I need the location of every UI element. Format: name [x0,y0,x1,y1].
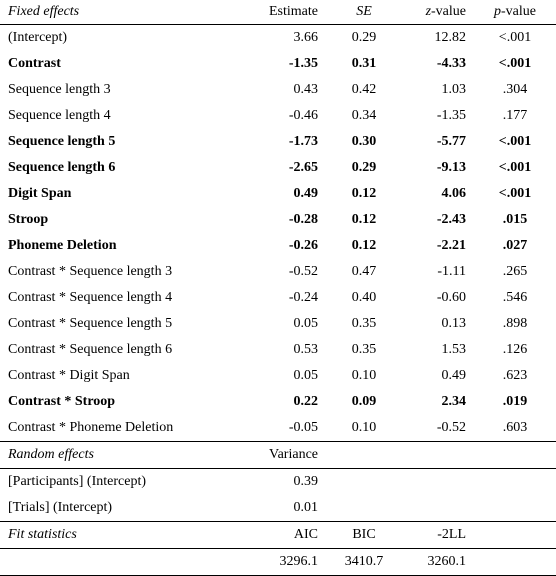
empty-cell [474,469,556,496]
aic-value: 3296.1 [260,549,326,576]
estimate-cell: 0.05 [293,316,318,331]
z-value-cell: 4.06 [441,186,466,201]
fixed-effect-row [0,285,556,311]
term-cell: Contrast * Sequence length 6 [8,342,173,357]
fixed-effect-row [0,363,556,389]
se-cell: 0.12 [351,186,377,201]
z-value-cell: -0.60 [436,290,466,305]
z-value-cell: 0.13 [441,316,466,331]
empty-cell [474,522,556,549]
random-effect-row [0,495,556,522]
estimate-cell: 0.49 [293,186,318,201]
fixed-effect-row [0,51,556,77]
variance-cell: 0.39 [293,474,318,489]
p-value-cell: <.001 [498,134,532,149]
z-value-cell: 1.03 [441,82,466,97]
empty-cell [474,442,556,469]
empty-cell [326,442,402,469]
bic-value: 3410.7 [326,549,402,576]
fixed-effect-row [0,415,556,442]
fixed-effect-row [0,103,556,129]
fit-statistics-heading: Fit statistics [0,522,260,549]
estimate-cell: -0.52 [288,264,318,279]
p-heading-rest: -value [501,4,536,19]
z-value-cell: -2.43 [436,212,466,227]
fixed-effect-row [0,259,556,285]
z-value-cell: 1.53 [441,342,466,357]
estimate-cell: 0.05 [293,368,318,383]
fit-statistics-header [0,522,556,549]
fixed-effects-header [0,0,556,25]
z-heading-rest: -value [431,4,466,19]
se-cell: 0.12 [351,238,377,253]
p-value-cell: .898 [502,316,528,331]
p-value-cell: .177 [502,108,528,123]
estimate-cell: 0.53 [293,342,318,357]
se-cell: 0.10 [351,368,377,383]
z-value-cell: -1.11 [437,264,466,279]
empty-cell [402,442,474,469]
fixed-effect-row [0,233,556,259]
empty-cell [326,495,402,522]
p-value-cell: <.001 [498,186,532,201]
z-value-cell: 2.34 [441,394,466,409]
estimate-cell: 3.66 [293,30,318,45]
bic-heading: BIC [326,522,402,549]
fixed-effect-row [0,155,556,181]
p-value-cell: .015 [502,212,528,227]
term-cell: Contrast [8,56,61,71]
se-heading: SE [326,0,402,25]
z-value-cell: -5.77 [436,134,466,149]
fixed-effect-row [0,337,556,363]
term-cell: Contrast * Digit Span [8,368,130,383]
estimate-cell: -2.65 [288,160,318,175]
p-value-cell: .304 [502,82,528,97]
fixed-effect-row [0,77,556,103]
ll-heading: -2LL [402,522,474,549]
p-value-cell: .019 [502,394,528,409]
se-cell: 0.09 [351,394,377,409]
term-cell: [Participants] (Intercept) [8,474,146,489]
z-value-heading [402,0,474,25]
fixed-effect-row [0,311,556,337]
empty-cell [402,495,474,522]
empty-cell [474,549,556,576]
estimate-cell: -0.24 [288,290,318,305]
term-cell: Phoneme Deletion [8,238,117,253]
random-effects-header [0,442,556,469]
estimate-cell: 0.22 [293,394,318,409]
fixed-effect-row [0,207,556,233]
term-cell: Sequence length 6 [8,160,116,175]
estimate-cell: -0.26 [288,238,318,253]
p-value-cell: <.001 [498,56,532,71]
z-value-cell: -2.21 [436,238,466,253]
p-heading-italic: p [494,4,501,19]
fit-statistics-row [0,549,556,576]
fixed-effects-heading: Fixed effects [0,0,260,25]
se-cell: 0.12 [351,212,377,227]
variance-heading: Variance [260,442,326,469]
empty-cell [474,495,556,522]
term-cell: Stroop [8,212,49,227]
fixed-effect-row [0,25,556,52]
se-cell: 0.29 [351,30,377,45]
fixed-effect-row [0,389,556,415]
random-effect-row [0,469,556,496]
se-cell: 0.31 [351,56,377,71]
se-cell: 0.35 [351,316,377,331]
ll-value: 3260.1 [402,549,474,576]
estimate-cell: -1.35 [288,56,318,71]
aic-heading: AIC [260,522,326,549]
z-value-cell: -9.13 [436,160,466,175]
estimate-cell: -0.05 [288,420,318,435]
term-cell: Contrast * Sequence length 4 [8,290,173,305]
se-cell: 0.29 [351,160,377,175]
estimate-cell: -0.46 [288,108,318,123]
p-value-cell: .027 [502,238,528,253]
z-value-cell: -0.52 [436,420,466,435]
term-cell: Digit Span [8,186,72,201]
term-cell: Sequence length 4 [8,108,111,123]
p-value-cell: <.001 [498,160,532,175]
se-cell: 0.34 [351,108,377,123]
se-cell: 0.40 [351,290,377,305]
se-cell: 0.10 [351,420,377,435]
term-cell: Contrast * Stroop [8,394,116,409]
se-cell: 0.47 [351,264,377,279]
p-value-cell: .623 [502,368,528,383]
p-value-cell: .546 [502,290,528,305]
estimate-cell: -0.28 [288,212,318,227]
fixed-effect-row [0,181,556,207]
empty-cell [402,469,474,496]
z-value-cell: -1.35 [436,108,466,123]
p-value-cell: .126 [502,342,528,357]
empty-cell [326,469,402,496]
term-cell: Contrast * Sequence length 5 [8,316,173,331]
estimate-heading: Estimate [260,0,326,25]
term-cell: Contrast * Sequence length 3 [8,264,173,279]
p-value-cell: <.001 [498,30,532,45]
empty-cell [0,549,260,576]
term-cell: Sequence length 5 [8,134,116,149]
p-value-cell: .265 [502,264,528,279]
term-cell: Contrast * Phoneme Deletion [8,420,174,435]
random-effects-heading: Random effects [0,442,260,469]
se-cell: 0.35 [351,342,377,357]
z-value-cell: -4.33 [436,56,466,71]
se-cell: 0.42 [351,82,377,97]
term-cell: (Intercept) [8,30,68,45]
term-cell: [Trials] (Intercept) [8,500,113,515]
z-value-cell: 0.49 [441,368,466,383]
variance-cell: 0.01 [293,500,318,515]
z-heading-italic: z [425,4,432,19]
estimate-cell: 0.43 [293,82,318,97]
z-value-cell: 12.82 [434,30,466,45]
p-value-heading [474,0,556,25]
p-value-cell: .603 [502,420,528,435]
fixed-effect-row [0,129,556,155]
estimate-cell: -1.73 [288,134,318,149]
term-cell: Sequence length 3 [8,82,111,97]
se-cell: 0.30 [351,134,377,149]
